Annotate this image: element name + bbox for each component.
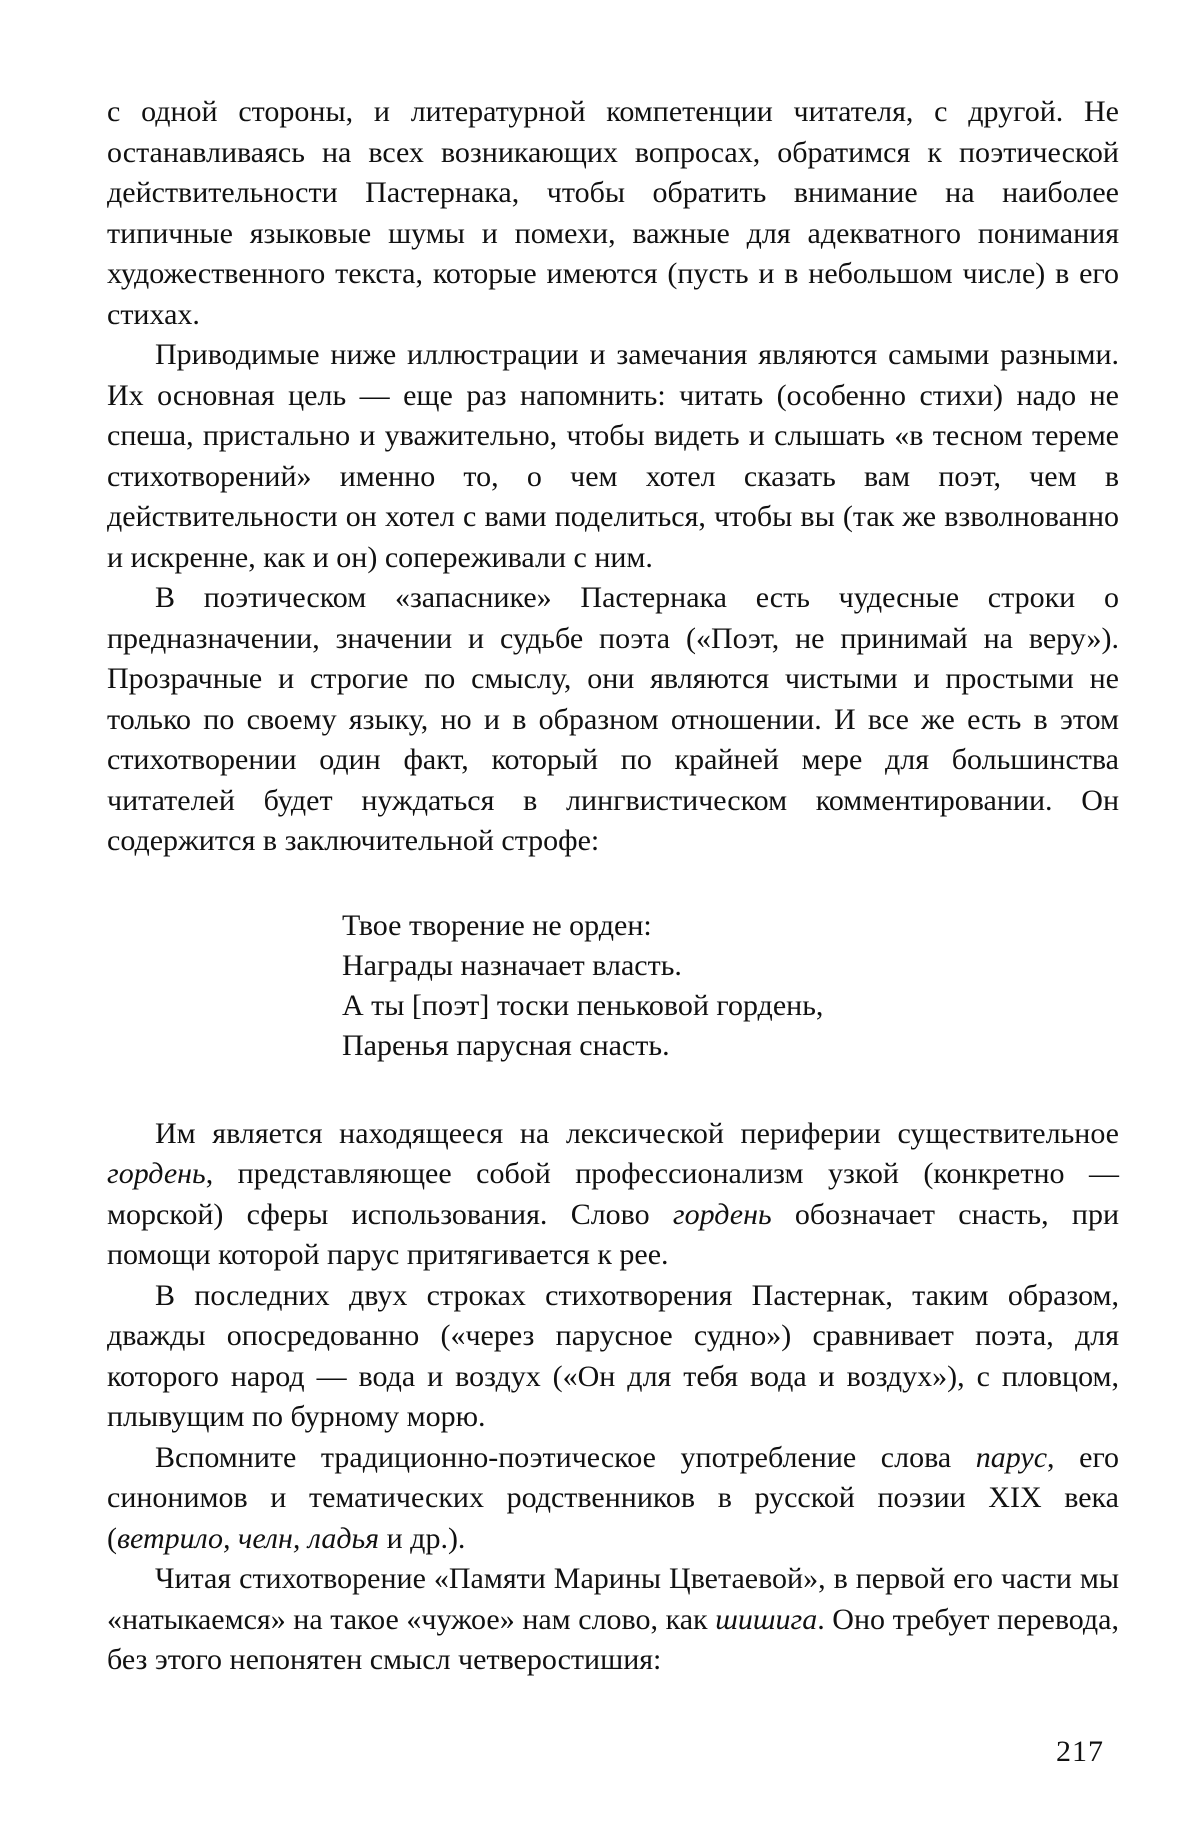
paragraph-7-text-a: Читая стихотворение «Памяти Марины Цветаевой», в первой его части мы «натыкаемся» на такое «чужое» нам слово, как xyxy=(107,1562,1119,1636)
poem-stanza xyxy=(342,906,1119,1066)
poem-line: Паренья парусная снасть. xyxy=(342,1028,670,1062)
paragraph-7 xyxy=(107,1559,1119,1681)
book-page xyxy=(107,92,1119,1681)
poem-line: Награды назначает власть. xyxy=(342,948,682,982)
paragraph-3: В поэтическом «запаснике» Пастернака есть чудесные строки о предназначении, значении и судьбе поэта («Поэт, не принимай на веру»). Прозрачные и строгие по смыслу, они являются чистыми и простыми не только по своему языку, но и в образном отношении. И все же есть в этом стихотворении один факт, который по крайней мере для большинства читателей будет нуждаться в лингвистическом комментировании. Он содержится в заключительной строфе: xyxy=(107,581,1119,857)
poem-line: Твое творение не орден: xyxy=(342,908,652,942)
poem-line: А ты [поэт] тоски пеньковой гордень, xyxy=(342,988,824,1022)
italic-word-parus: парус xyxy=(975,1440,1048,1474)
italic-word-gorden: гордень xyxy=(672,1197,772,1231)
paragraph-6-text-c: и др.). xyxy=(379,1521,466,1555)
paragraph-7-text-b: . Оно требует перевода, без этого непонятен смысл четверостишия: xyxy=(107,1602,1119,1676)
italic-word-shishiga: шишига xyxy=(715,1602,818,1636)
paragraph-1: с одной стороны, и литературной компетенции читателя, с другой. Не останавливаясь на всех возникающих вопросах, обратимся к поэтической действительности Пастернака, чтобы обратить внимание на наиболее типичные языковые шумы и помехи, важные для адекватного понимания художественного текста, которые имеются (пусть и в небольшом числе) в его стихах. xyxy=(107,95,1119,331)
paragraph-4-text-c: обозначает снасть, при помощи которой парус притягивается к рее. xyxy=(107,1197,1119,1271)
paragraph-6-text-a: Вспомните традиционно-поэтическое употребление слова xyxy=(155,1440,976,1474)
paragraph-2: Приводимые ниже иллюстрации и замечания являются самыми разными. Их основная цель — еще раз напомнить: читать (особенно стихи) надо не спеша, пристально и уважительно, чтобы видеть и слышать «в тесном тереме стихотворений» именно то, о чем хотел сказать вам поэт, чем в действительности он хотел с вами поделиться, чтобы вы (так же взволнованно и искренне, как и он) сопереживали с ним. xyxy=(107,338,1119,574)
paragraph-4 xyxy=(107,1114,1119,1276)
paragraph-4-text-a: Им является находящееся на лексической периферии существительное xyxy=(155,1116,1119,1150)
paragraph-6 xyxy=(107,1438,1119,1560)
italic-word-list: ветрило, челн, ладья xyxy=(117,1521,380,1555)
page-number: 217 xyxy=(1056,1735,1104,1768)
italic-word-gorden: гордень xyxy=(107,1157,206,1190)
paragraph-4-text-b: , представляющее собой профессионализм узкой (конкретно — морской) сферы использования. Слово xyxy=(107,1157,1119,1231)
paragraph-5: В последних двух строках стихотворения Пастернак, таким образом, дважды опосредованно («через парусное судно») сравнивает поэта, для которого народ — вода и воздух («Он для тебя вода и воздух»), с пловцом, плывущим по бурному морю. xyxy=(107,1278,1119,1433)
paragraph-6-text-b: , его синонимов и тематических родственников в русской поэзии XIX века ( xyxy=(107,1440,1120,1555)
